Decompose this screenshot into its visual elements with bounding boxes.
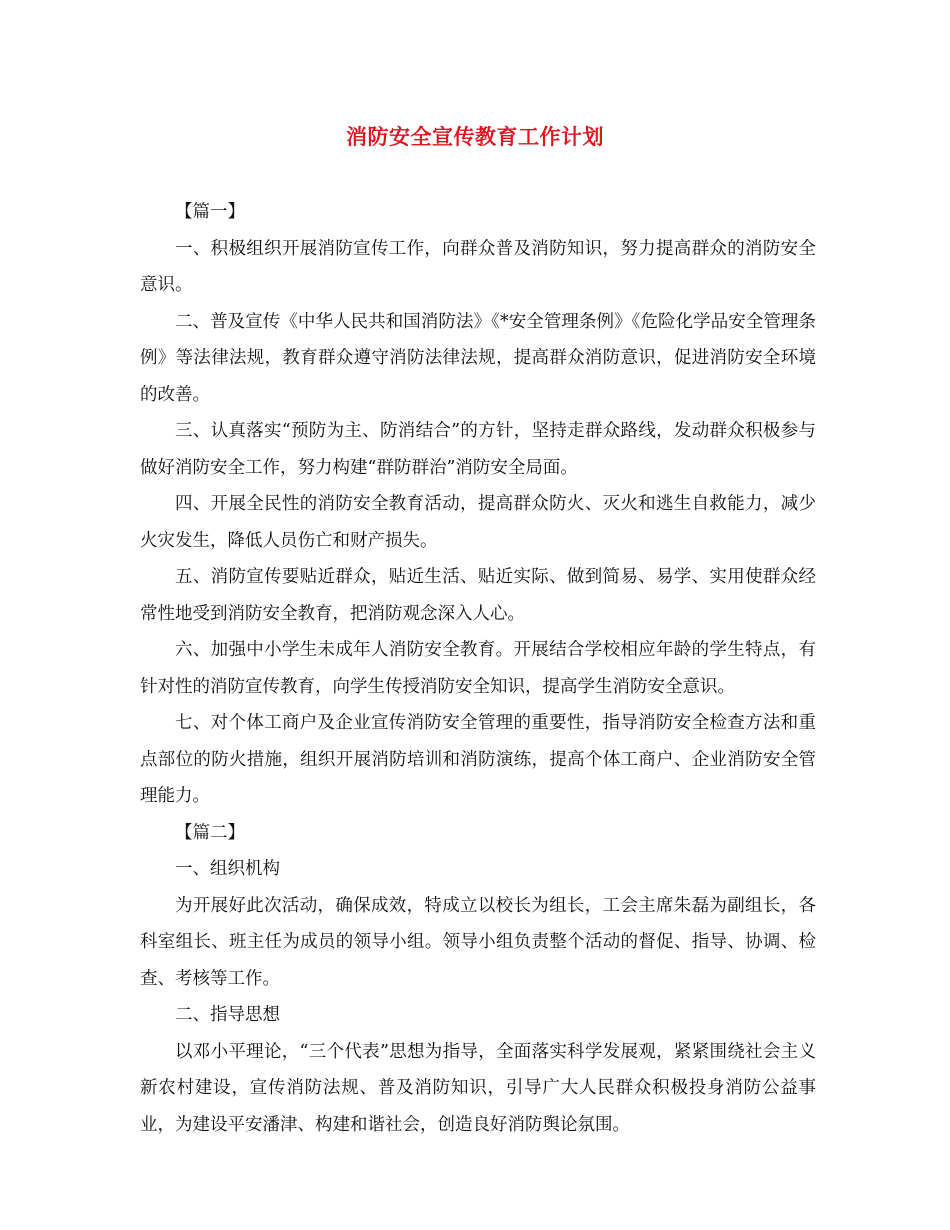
- subheading: 二、指导思想: [175, 1005, 280, 1025]
- paragraph: 七、对个体工商户及企业宣传消防安全管理的重要性，指导消防安全检查方法和重点部位的防火措施，组织开展消防培训和消防演练，提高个体工商户、企业消防安全管理能力。: [140, 713, 816, 806]
- paragraph: 一、积极组织开展消防宣传工作，向群众普及消防知识，努力提高群众的消防安全意识。: [140, 238, 816, 295]
- paragraph: 为开展好此次活动，确保成效，特成立以校长为组长，工会主席朱磊为副组长，各科室组长、班主任为成员的领导小组。领导小组负责整个活动的督促、指导、协调、检查、考核等工作。: [140, 895, 816, 989]
- paragraph: 五、消防宣传要贴近群众，贴近生活、贴近实际、做到简易、易学、实用使群众经常性地受到消防安全教育，把消防观念深入人心。: [140, 567, 816, 624]
- paragraph: 二、普及宣传《中华人民共和国消防法》《*安全管理条例》《危险化学品安全管理条例》等法律法规，教育群众遵守消防法律法规，提高群众消防意识，促进消防安全环境的改善。: [140, 311, 816, 405]
- paragraph: 六、加强中小学生未成年人消防安全教育。开展结合学校相应年龄的学生特点，有针对性的消防宣传教育，向学生传授消防安全知识，提高学生消防安全意识。: [140, 640, 816, 697]
- document-body: [140, 194, 816, 1143]
- paragraph: 四、开展全民性的消防安全教育活动，提高群众防火、灭火和逃生自救能力，减少火灾发生，降低人员伤亡和财产损失。: [140, 494, 816, 551]
- paragraph: 以邓小平理论，“三个代表”思想为指导，全面落实科学发展观，紧紧围绕社会主义新农村建设，宣传消防法规、普及消防知识，引导广大人民群众积极投身消防公益事业，为建设平安潘津、构建和谐社会，创造良好消防舆论氛围。: [140, 1041, 816, 1135]
- subheading: 一、组织机构: [175, 859, 280, 879]
- section-heading-2: 【篇二】: [175, 822, 245, 843]
- document-title: 消防安全宣传教育工作计划: [346, 124, 604, 149]
- paragraph: 三、认真落实“预防为主、防消结合”的方针，坚持走群众路线，发动群众积极参与做好消防安全工作，努力构建“群防群治”消防安全局面。: [140, 421, 816, 478]
- section-heading-1: 【篇一】: [175, 202, 245, 222]
